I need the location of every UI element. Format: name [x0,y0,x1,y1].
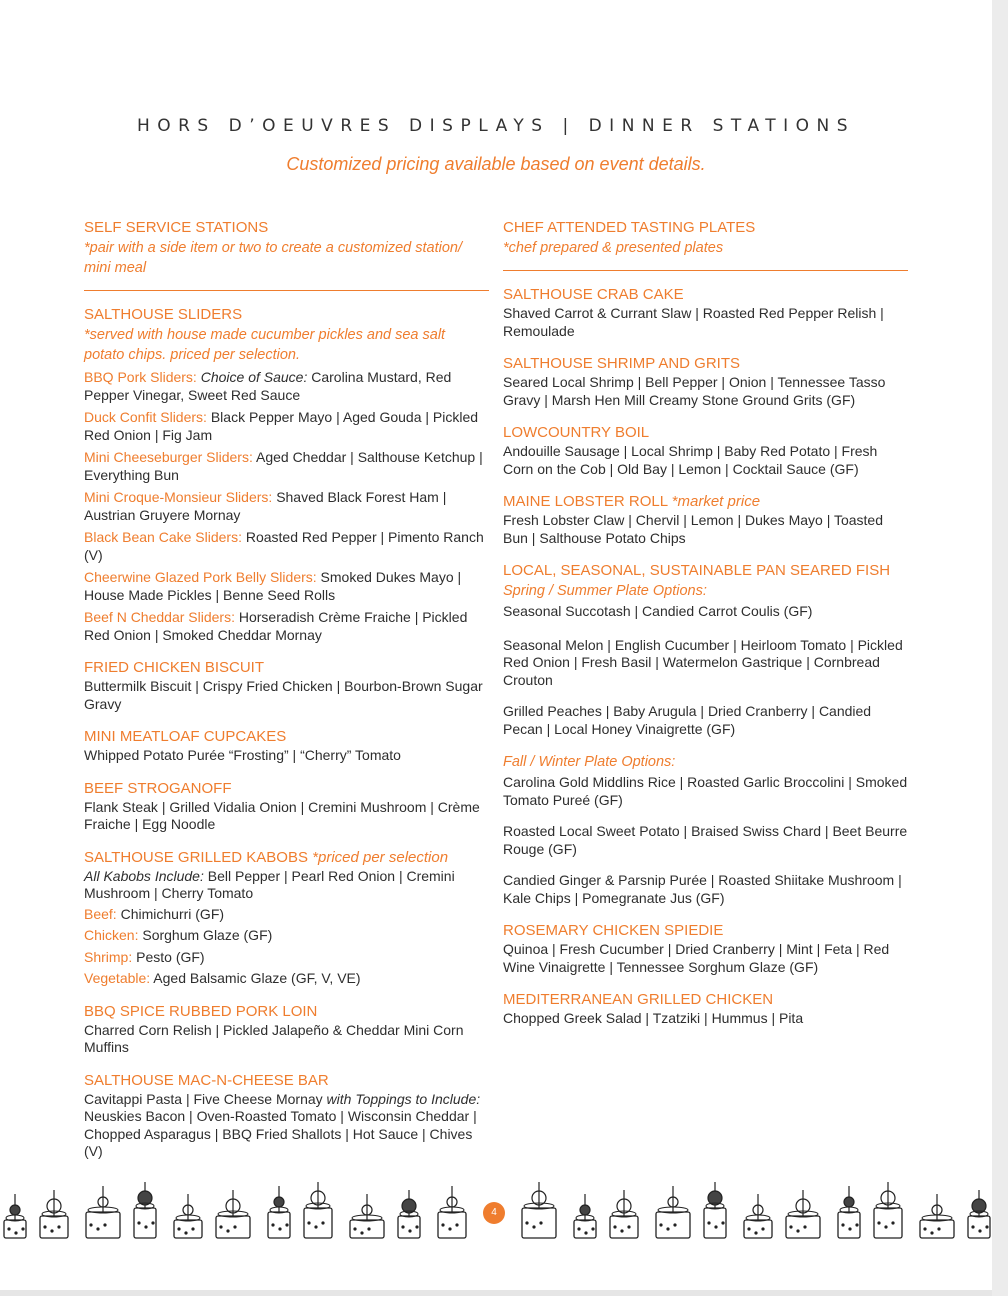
divider [84,290,489,291]
sketch-shape [978,1229,981,1232]
section-title: LOCAL, SEASONAL, SUSTAINABLE PAN SEARED FISH [503,562,891,579]
sketch-shape [591,1227,594,1230]
fish-option: Candied Ginger & Parsnip Purée | Roasted Shiitake Mushroom | Kale Chips | Pomegranate Jus (GF) [503,872,902,906]
sketch-shape [714,1225,717,1228]
menu-item [84,927,489,945]
menu-item [84,529,489,564]
sketch-shape [971,1225,974,1228]
section-title: FRIED CHICKEN BISCUIT [84,659,265,676]
section-note: *served with house made cucumber pickles and sea salt potato chips. priced per selection. [84,327,446,363]
item-name: Cheerwine Glazed Pork Belly Sliders: [84,569,317,585]
sketch-shape [10,1205,20,1215]
sketch-shape [307,1221,310,1224]
menu-item [84,449,489,484]
spring-label: Spring / Summer Plate Options: [503,583,707,599]
section-title: SALTHOUSE SLIDERS [84,306,243,323]
section-title: BBQ SPICE RUBBED PORK LOIN [84,1002,318,1020]
sketch-shape [96,1227,99,1230]
page-edge [992,0,1008,1296]
section-desc: Fresh Lobster Claw | Chervil | Lemon | Dukes Mayo | Toasted Bun | Salthouse Potato Chips [503,512,884,546]
sketch-shape [721,1221,724,1224]
sketch-shape [525,1221,528,1224]
item-desc: Sorghum Glaze (GF) [142,927,273,943]
sketch-shape [855,1223,858,1226]
left-column [84,218,489,1161]
sketch-shape [754,1231,757,1234]
menu-item [84,369,489,404]
section-title: SALTHOUSE SHRIMP AND GRITS [503,355,740,372]
sketch-shape [285,1223,288,1226]
sketch-shape [321,1221,324,1224]
menu-item [84,906,489,924]
item-name: Mini Cheeseburger Sliders: [84,449,253,465]
sketch-shape [274,1197,284,1207]
mac-desc: Cavitappi Pasta | Five Cheese Mornay [84,1090,323,1107]
sketch-shape [271,1223,274,1226]
lobster-title: MAINE LOBSTER ROLL [503,493,668,510]
item-desc: Bell Pepper | Pearl Red Onion | Cremini Mushroom | Cherry Tomato [84,867,455,901]
item-italic: Choice of Sauce: [200,369,308,385]
page-title: HORS D’OEUVRES DISPLAYS | DINNER STATIONS [136,116,856,136]
section-title [503,492,908,512]
sketch-shape [539,1221,542,1224]
right-column [503,218,908,1028]
sketch-shape [219,1225,222,1228]
sketch-shape [14,1231,17,1234]
item-desc: Roasted Red Pepper | Pimento Ranch (V) [84,529,484,563]
section-desc: Quinoa | Fresh Cucumber | Dried Cranberry | Mint | Feta | Red Wine Vinaigrette | Tennessee Sorghum Glaze (GF) [503,941,890,975]
fish-option: Roasted Local Sweet Potato | Braised Swiss Chard | Beet Beurre Rouge (GF) [503,823,908,857]
menu-item [84,489,489,524]
sketch-shape [613,1225,616,1228]
section-note: *pair with a side item or two to create a customized station/ mini meal [84,240,462,276]
sketch-shape [103,1223,106,1226]
sketch-shape [659,1223,662,1226]
sketch-shape [415,1225,418,1228]
sketch-shape [584,1231,587,1234]
item-name: Beef N Cheddar Sliders: [84,609,235,625]
section-title: MEDITERRANEAN GRILLED CHICKEN [503,991,774,1008]
fish-option: Seasonal Melon | English Cucumber | Heirloom Tomato | Pickled Red Onion | Fresh Basil | Watermelon Gastrique | Cornbread Crouton [503,636,903,688]
sketch-shape [233,1225,236,1228]
fish-option: Carolina Gold Middlins Rice | Roasted Garlic Broccolini | Smoked Tomato Pureé (GF) [503,774,908,808]
page-number: 4 [483,1202,505,1224]
sketch-shape [673,1223,676,1226]
item-desc: Aged Cheddar | Salthouse Ketchup | Everything Bun [84,449,483,483]
sketch-shape [408,1229,411,1232]
sketch-shape [803,1225,806,1228]
sketch-shape [666,1227,669,1230]
sketch-shape [353,1227,356,1230]
sketch-shape [177,1227,180,1230]
sketch-shape [985,1225,988,1228]
sketch-shape [137,1221,140,1224]
item-desc: Pesto (GF) [136,948,205,965]
item-name: Black Bean Cake Sliders: [84,529,242,545]
section-desc: Charred Corn Relish | Pickled Jalapeño & Cheddar Mini Corn Muffins [84,1021,464,1055]
section-desc: Flank Steak | Grilled Vidalia Onion | Cremini Mushroom | Crème Fraiche | Egg Noodle [84,798,480,832]
sketch-shape [401,1225,404,1228]
menu-item [84,609,489,644]
section-desc: Seared Local Shrimp | Bell Pepper | Onion | Tennessee Tasso Gravy | Marsh Hen Mill Creamy Stone Ground Grits (GF) [503,374,886,408]
section-title: ROSEMARY CHICKEN SPIEDIE [503,922,724,939]
sketch-shape [455,1223,458,1226]
item-desc: Smoked Dukes Mayo | House Made Pickles | Benne Seed Rolls [84,569,462,603]
section-desc: Shaved Carrot & Currant Slaw | Roasted Red Pepper Relish | Remoulade [503,305,884,339]
item-desc: Shaved Black Forest Ham | Austrian Gruyere Mornay [84,489,447,523]
sketch-shape [226,1229,229,1232]
section-title [84,848,489,868]
fish-option: Grilled Peaches | Baby Arugula | Dried Cranberry | Candied Pecan | Local Honey Vinaigrette (GF) [503,703,872,737]
sketch-shape [50,1229,53,1232]
sketch-shape [930,1231,933,1234]
item-italic: All Kabobs Include: [84,867,204,884]
menu-item [84,409,489,444]
sketch-shape [884,1225,887,1228]
sketch-shape [923,1227,926,1230]
sketch-shape [761,1227,764,1230]
section-desc: Chopped Greek Salad | Tzatziki | Hummus | Pita [503,1010,804,1026]
sketch-shape [89,1223,92,1226]
item-name: Duck Confit Sliders: [84,409,207,425]
sketch-shape [7,1227,10,1230]
menu-item [84,569,489,604]
item-desc: Horseradish Crème Fraiche | Pickled Red Onion | Smoked Cheddar Mornay [84,609,468,643]
sketch-shape [848,1227,851,1230]
sketch-shape [314,1225,317,1228]
sketch-shape [441,1223,444,1226]
sketch-shape [796,1229,799,1232]
item-desc: Carolina Mustard, Red Pepper Vinegar, Sweet Red Sauce [84,369,452,403]
section-title: SELF SERVICE STATIONS [84,219,269,236]
menu-item [84,868,489,903]
sketch-shape [191,1227,194,1230]
mac-italic: with Toppings to Include: [326,1090,481,1107]
sketch-shape [707,1221,710,1224]
sketch-shape [43,1225,46,1228]
sketch-shape [151,1221,154,1224]
pricing-note: Customized pricing available based on event details. [286,154,706,174]
sketch-shape [789,1225,792,1228]
item-desc: Aged Balsamic Glaze (GF, V, VE) [153,970,361,986]
sketch-shape [580,1205,590,1215]
item-name: Vegetable: [84,970,151,986]
sketch-shape [184,1231,187,1234]
item-desc: Black Pepper Mayo | Aged Gouda | Pickled Red Onion | Fig Jam [84,409,479,443]
kabobs-title: SALTHOUSE GRILLED KABOBS [84,848,308,866]
section-title: SALTHOUSE MAC-N-CHEESE BAR [84,1071,329,1089]
sketch-shape [891,1221,894,1224]
divider [503,270,908,271]
sketch-shape [747,1227,750,1230]
sketch-shape [877,1221,880,1224]
item-desc: Chimichurri (GF) [120,905,225,922]
item-name: Beef: [84,905,117,922]
fall-label: Fall / Winter Plate Options: [503,754,676,770]
kabobs-note: *priced per selection [312,848,449,866]
lobster-note: *market price [671,493,761,510]
sketch-shape [532,1225,535,1228]
sketch-shape [144,1225,147,1228]
section-title: CHEF ATTENDED TASTING PLATES [503,219,756,236]
sketch-shape [57,1225,60,1228]
sketch-shape [937,1227,940,1230]
sketch-shape [21,1227,24,1230]
item-name: Mini Croque-Monsieur Sliders: [84,489,273,505]
sketch-shape [577,1227,580,1230]
menu-item [84,970,489,988]
section-desc: Andouille Sausage | Local Shrimp | Baby Red Potato | Fresh Corn on the Cob | Old Bay | Lemon | Cocktail Sauce (GF) [503,443,878,477]
sketch-shape [278,1227,281,1230]
item-name: Shrimp: [84,948,133,965]
menu-item [84,949,489,967]
hors-doeuvres-illustration [0,1150,992,1250]
section-desc: Whipped Potato Purée “Frosting” | “Cherry” Tomato [84,747,401,763]
fish-option: Seasonal Succotash | Candied Carrot Coulis (GF) [503,603,813,619]
sketch-shape [448,1227,451,1230]
sketch-shape [844,1197,854,1207]
mac-toppings: Neuskies Bacon | Oven-Roasted Tomato | Wisconsin Cheddar | Chopped Asparagus | BBQ Fried Shallots | Hot Sauce | Chives (V) [84,1108,477,1159]
sketch-shape [627,1225,630,1228]
sketch-shape [620,1229,623,1232]
section-title: LOWCOUNTRY BOIL [503,424,650,441]
section-desc: Buttermilk Biscuit | Crispy Fried Chicken | Bourbon-Brown Sugar Gravy [84,678,483,712]
sketch-shape [841,1223,844,1226]
section-title: BEEF STROGANOFF [84,779,232,797]
sketch-shape [360,1231,363,1234]
item-name: Chicken: [84,927,139,943]
sketch-shape [367,1227,370,1230]
section-title: MINI MEATLOAF CUPCAKES [84,728,287,745]
section-title: SALTHOUSE CRAB CAKE [503,286,684,303]
section-note: *chef prepared & presented plates [503,240,724,256]
item-name: BBQ Pork Sliders: [84,369,197,385]
